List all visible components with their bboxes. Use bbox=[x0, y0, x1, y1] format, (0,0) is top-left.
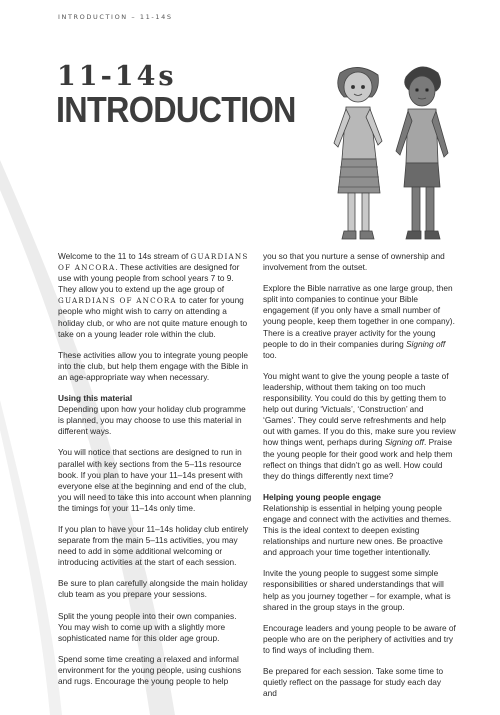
boy-character bbox=[396, 67, 448, 239]
invite-paragraph: Invite the young people to suggest some simple responsibilities or shared understandings that will help as you journey together – for example, what is shared in the group stays in the group. bbox=[263, 568, 451, 612]
environment-paragraph: Spend some time creating a relaxed and informal environment for the young people, using cushions and rugs. Encourage the young people to help bbox=[58, 653, 242, 686]
signing-off-ref: Signing off bbox=[405, 338, 446, 349]
intro-text-c: to cater for young people who might wish to carry on attending a holiday club, or who are not quite mature enough to take on a young leader role within the club. bbox=[58, 295, 248, 339]
girl-character bbox=[334, 67, 382, 239]
relationship-paragraph: Relationship is essential in helping young people engage and connect with the activities and themes. This is the ideal context to deepen existing relationships and nurture new ones. Be proactive and approach your time together intentionally. bbox=[263, 502, 452, 558]
companies-paragraph: Split the young people into their own companies. You may wish to come up with a slightly more sophisticated name for this older age group. bbox=[58, 610, 237, 643]
integration-paragraph: These activities allow you to integrate young people into the club, but help them engage with the Bible in an age-appropriate way when necessary. bbox=[58, 349, 249, 382]
using-material-paragraph: Depending upon how your holiday club programme is planned, you may choose to use this material in different ways. bbox=[58, 404, 246, 437]
brand-name-2: GUARDIANS OF ANCORA bbox=[58, 296, 177, 306]
leadership-paragraph bbox=[263, 371, 457, 482]
intro-text-b: . These activities are designed for use with young people from school years 7 to 9. They allow you to extend up the age group of bbox=[58, 262, 240, 295]
ownership-paragraph: you so that you nurture a sense of ownership and involvement from the outset. bbox=[263, 251, 445, 273]
parallel-sections-paragraph: You will notice that sections are designed to run in parallel with key sections from the 5–11s resource book. If you plan to have your 11–14s present with everyone else at the beginning and end of the club, you will need to take this into account when planning the timings for your 11–14s only time. bbox=[58, 447, 252, 513]
intro-text-a: Welcome to the 11 to 14s stream of bbox=[58, 251, 191, 261]
signing-off-ref-2: Signing off bbox=[384, 437, 424, 448]
engage-heading: Helping young people engage bbox=[263, 491, 382, 502]
left-column bbox=[58, 251, 252, 697]
leadership-text-b: . Praise the young people for their good work and help them reflect on things that didn’t go as well. How could they do things differently next time? bbox=[263, 437, 453, 481]
page-title: INTRODUCTION bbox=[56, 89, 296, 130]
prepared-paragraph: Be prepared for each session. Take some time to quietly reflect on the passage for study each day and bbox=[263, 666, 444, 699]
using-material-heading: Using this material bbox=[58, 393, 133, 404]
separate-club-paragraph: If you plan to have your 11–14s holiday club entirely separate from the main 5–11s activities, you may need to add in some additional welcoming or introducing activities at the start of each session. bbox=[58, 523, 249, 568]
leadership-text-a: You might want to give the young people a taste of leadership, without them taking on too much responsibility. You could do this by getting them to help out during ‘Victuals’, ‘Construction’ and ‘Games’. They could serve refreshments and help out with games. If you do this, make sure you review how things went, perhaps during bbox=[263, 370, 456, 448]
bible-text-a: Explore the Bible narrative as one large group, then split into companies to continue your Bible engagement (if you only have a small number of young people, keep them together in one company). There is a creative prayer activity for the young people to do in their companies during bbox=[263, 283, 455, 349]
characters-illustration bbox=[320, 63, 458, 253]
bible-text-b: too. bbox=[263, 349, 277, 360]
plan-carefully-paragraph: Be sure to plan carefully alongside the main holiday club team as you prepare your sessions. bbox=[58, 578, 248, 600]
bible-narrative-paragraph bbox=[263, 283, 457, 361]
periphery-paragraph: Encourage leaders and young people to be aware of people who are on the periphery of activities and try to find ways of including them. bbox=[263, 622, 456, 655]
right-column bbox=[263, 251, 457, 709]
intro-paragraph bbox=[58, 251, 252, 340]
page-subtitle: 11-14s bbox=[57, 61, 177, 92]
brand-name: GUARDIANS OF ANCORA bbox=[58, 252, 249, 273]
running-head: INTRODUCTION – 11-14S bbox=[58, 13, 173, 21]
